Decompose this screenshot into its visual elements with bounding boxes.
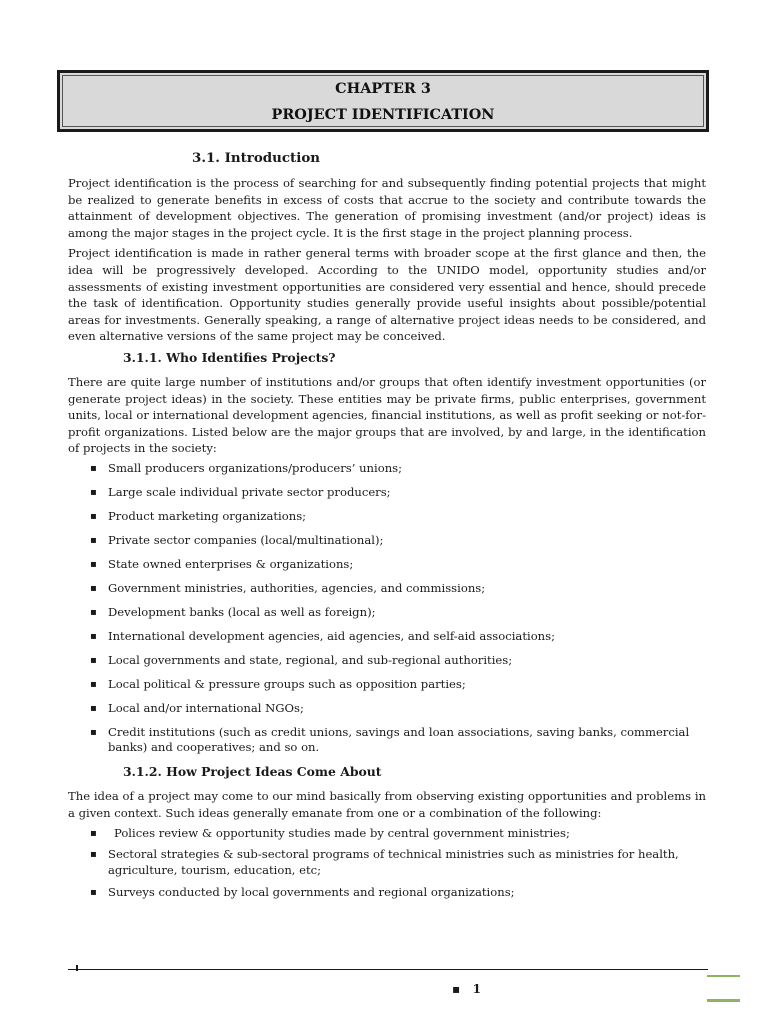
how-ideas-paragraph: The idea of a project may come to our mind basically from observing existing opportunities and problems in a given context. Such ideas generally emanate from one or a combination of the following:	[68, 789, 706, 820]
chapter-number: CHAPTER 3	[335, 80, 431, 97]
list-item: ▪ Surveys conducted by local governments and regional organizations;	[68, 885, 706, 901]
list-item: ▪ International development agencies, aid agencies, and self-aid associations;	[68, 629, 706, 645]
page-content	[68, 148, 706, 907]
list-item: ▪ Local governments and state, regional, and sub-regional authorities;	[68, 653, 706, 669]
list-item: ▪ Sectoral strategies & sub-sectoral programs of technical ministries such as ministries for health, agriculture, tourism, education, etc;	[68, 847, 706, 878]
list-item: ▪ Local and/or international NGOs;	[68, 701, 706, 717]
idea-sources-list	[68, 826, 706, 901]
list-item: ▪ Government ministries, authorities, agencies, and commissions;	[68, 581, 706, 597]
subsection-heading-who-identifies: 3.1.1. Who Identifies Projects?	[123, 349, 336, 365]
subsection-heading-how-ideas-come: 3.1.2. How Project Ideas Come About	[123, 764, 382, 780]
footer-rule-tick	[76, 965, 78, 971]
intro-paragraph-1: Project identification is the process of searching for and subsequently finding potential projects that might be realized to generate benefits in excess of costs that accrue to the society and contribute towards the attainment of development objectives. The generation of promising investment (and/or project) ideas is among the major stages in the project cycle. It is the first stage in the project planning process.	[68, 176, 706, 240]
chapter-header-box	[57, 70, 709, 132]
footer-accent-line-top	[707, 975, 740, 977]
identifier-groups-list	[68, 461, 706, 756]
page-number-value: 1	[472, 982, 482, 996]
page-number: ▪ 1	[452, 982, 482, 996]
footer-accent-line-bottom	[707, 999, 740, 1002]
list-item: ▪ Polices review & opportunity studies made by central government ministries;	[68, 826, 706, 842]
list-item: ▪ Credit institutions (such as credit unions, savings and loan associations, saving banks, commercial banks) and cooperatives; and so on.	[68, 725, 706, 756]
list-item: ▪ Development banks (local as well as foreign);	[68, 605, 706, 621]
list-item: ▪ Large scale individual private sector producers;	[68, 485, 706, 501]
section-heading-introduction: 3.1. Introduction	[192, 150, 320, 166]
intro-paragraph-2: Project identification is made in rather general terms with broader scope at the first glance and then, the idea will be progressively developed. According to the UNIDO model, opportunity studies and/or assessments of existing investment opportunities are considered very essential and hence, should precede the task of identification. Opportunity studies generally provide useful insights about possible/potential areas for investments. Generally speaking, a range of alternative project ideas needs to be considered, and even alternative versions of the same project may be conceived.	[68, 246, 706, 344]
list-item: ▪ State owned enterprises & organizations;	[68, 557, 706, 573]
list-item: ▪ Product marketing organizations;	[68, 509, 706, 525]
who-identifies-paragraph: There are quite large number of institutions and/or groups that often identify investment opportunities (or generate project ideas) in the society. These entities may be private firms, public enterprises, government units, local or international development agencies, financial institutions, as well as profit seeking or not-for-profit organizations. Listed below are the major groups that are involved, by and large, in the identification of projects in the society:	[68, 374, 706, 456]
footer-rule	[68, 969, 708, 970]
list-item: ▪ Private sector companies (local/multinational);	[68, 533, 706, 549]
list-item: ▪ Local political & pressure groups such as opposition parties;	[68, 677, 706, 693]
list-item: ▪ Small producers organizations/producers’ unions;	[68, 461, 706, 477]
chapter-title: PROJECT IDENTIFICATION	[271, 106, 495, 123]
